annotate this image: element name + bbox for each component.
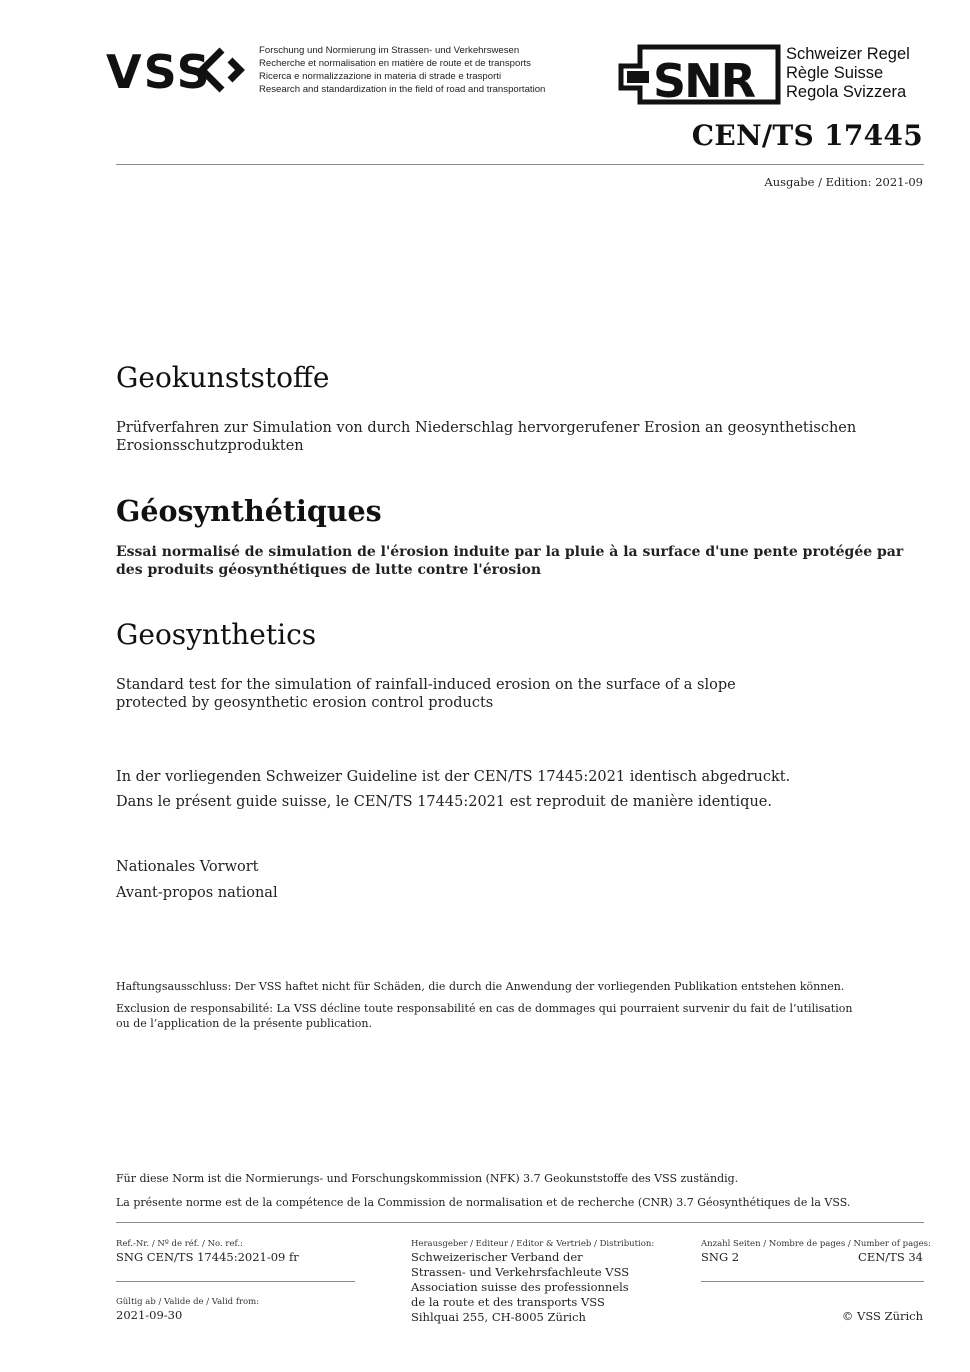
vss-logo	[106, 44, 251, 100]
vss-logo-text: VSS	[106, 45, 212, 96]
publisher-address	[411, 1250, 629, 1325]
tagline-fr: Recherche et normalisation en matière de route et de transports	[259, 58, 531, 69]
snr-line-de: Schweizer Regel	[786, 45, 910, 63]
edition: Ausgabe / Edition: 2021-09	[764, 175, 923, 189]
snr-logo	[618, 44, 783, 118]
title-de: Geokunststoffe	[116, 361, 330, 394]
disclaimer-de: Haftungsausschluss: Der VSS haftet nicht für Schäden, die durch die Anwendung der vorliegenden Publikation entstehen können.	[116, 980, 845, 993]
foreword-fr: Avant-propos national	[116, 885, 278, 901]
statement-fr: Dans le présent guide suisse, le CEN/TS 17445:2021 est reproduit de manière identique.	[116, 794, 772, 810]
snr-line-it: Regola Svizzera	[786, 83, 907, 101]
pages-sng: SNG 2	[701, 1250, 740, 1264]
foreword-de: Nationales Vorwort	[116, 859, 259, 875]
divider	[116, 164, 924, 165]
publisher-line: Association suisse des professionnels	[411, 1280, 629, 1294]
divider	[701, 1281, 924, 1282]
snr-logo-text: SNR	[653, 54, 755, 108]
pages-label: Anzahl Seiten / Nombre de pages / Number of pages:	[701, 1239, 931, 1249]
title-en: Geosynthetics	[116, 618, 317, 651]
ref-label: Ref.-Nr. / Nº de réf. / No. ref.:	[116, 1239, 243, 1249]
valid-label: Gültig ab / Valide de / Valid from:	[116, 1297, 260, 1307]
title-fr: Géosynthétiques	[116, 494, 382, 528]
publisher-line: Sihlquai 255, CH-8005 Zürich	[411, 1310, 586, 1324]
tagline-it: Ricerca e normalizzazione in materia di strade e trasporti	[259, 71, 502, 82]
responsibility-fr: La présente norme est de la compétence de la Commission de normalisation et de recherche (CNR) 3.7 Géosynthétiques de la VSS.	[116, 1196, 851, 1209]
copyright: © VSS Zürich	[841, 1309, 923, 1323]
tagline-de: Forschung und Normierung im Strassen- und Verkehrswesen	[259, 45, 520, 56]
subtitle-fr: Essai normalisé de simulation de l'érosion induite par la pluie à la surface d'une pente protégée par des produits géosynthétiques de lutte contre l'érosion	[116, 544, 904, 578]
valid-value: 2021-09-30	[116, 1308, 183, 1322]
publisher-line: Strassen- und Verkehrsfachleute VSS	[411, 1265, 630, 1279]
statement-de: In der vorliegenden Schweizer Guideline ist der CEN/TS 17445:2021 identisch abgedruckt.	[116, 769, 791, 785]
publisher-line: de la route et des transports VSS	[411, 1295, 605, 1309]
subtitle-en: Standard test for the simulation of rainfall-induced erosion on the surface of a slope protected by geosynthetic erosion control products	[116, 677, 736, 711]
pages-cen: CEN/TS 34	[858, 1250, 923, 1264]
responsibility-de: Für diese Norm ist die Normierungs- und Forschungskommission (NFK) 3.7 Geokunststoffe des VSS zuständig.	[116, 1172, 739, 1185]
publisher-label: Herausgeber / Editeur / Editor & Vertrieb / Distribution:	[411, 1239, 655, 1249]
vss-tagline	[259, 44, 545, 96]
disclaimer-fr: Exclusion de responsabilité: La VSS décline toute responsabilité en cas de dommages qui pourraient survenir du fait de l’utilisation ou de l’application de la présente publication.	[116, 1002, 853, 1030]
snr-title-lines	[786, 45, 910, 102]
standard-number: CEN/TS 17445	[691, 119, 923, 152]
divider	[116, 1222, 924, 1223]
ref-value: SNG CEN/TS 17445:2021-09 fr	[116, 1250, 299, 1264]
subtitle-de: Prüfverfahren zur Simulation von durch Niederschlag hervorgerufener Erosion an geosynthetischen Erosionsschutzprodukten	[116, 420, 857, 454]
divider	[116, 1281, 355, 1282]
publisher-line: Schweizerischer Verband der	[411, 1250, 583, 1264]
snr-line-fr: Règle Suisse	[786, 64, 884, 82]
tagline-en: Research and standardization in the field of road and transportation	[259, 84, 546, 95]
